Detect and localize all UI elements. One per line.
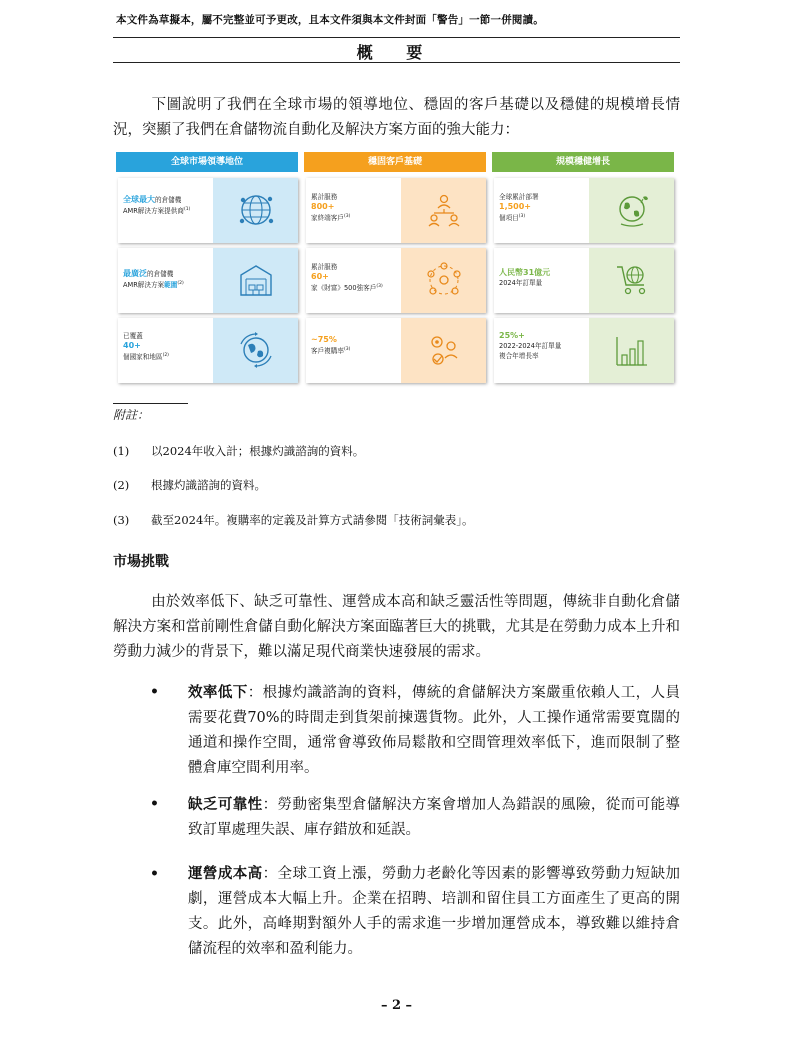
globe-plant-icon: [613, 191, 651, 229]
section-heading: 市場挑戰: [113, 554, 169, 570]
bar-chart-icon: [613, 331, 651, 369]
title-bottom-rule: [113, 62, 680, 63]
card-cagr: 25%+ 2022-2024年訂單量 複合年增長率: [494, 318, 674, 383]
column-header: 穩固客戶基礎: [304, 152, 486, 172]
card-projects-deployed: 全球累計部署 1,500+ 個項目$^{(3)}$: [494, 178, 674, 243]
bullet-lack-reliability: 缺乏可靠性：勞動密集型倉儲解決方案會增加人為錯誤的風險，從而可能導致訂單處理失誤、庫存錯放和延誤。: [188, 797, 680, 838]
card-end-customers: 累計服務 800+ 家終端客戶$^{(3)}$: [306, 178, 486, 243]
card-order-volume: 人民幣31億元 2024年訂單量: [494, 248, 674, 313]
repeat-customer-icon: [425, 331, 463, 369]
bullet-low-efficiency: 效率低下：根據灼識諮詢的資料，傳統的倉儲解決方案嚴重依賴人工，人員需要花費70%的時間走到貨架前揀選貨物。此外，人工操作通常需要寬闊的通道和操作空間，通常會導致佈局鬆散和空間管理效率低下，進而限制了整體倉庫空間利用率。: [188, 685, 680, 776]
intro-paragraph: [113, 93, 680, 143]
highlights-infographic: [116, 152, 674, 385]
draft-notice: 本文件為草擬本，屬不完整並可予更改，且本文件須與本文件封面「警告」一節一併閱讀。: [116, 14, 544, 26]
footnote-title: 附註：: [113, 408, 150, 422]
people-network-icon: [425, 261, 463, 299]
bullet-marker: •: [150, 866, 159, 882]
footnote-item: (1) 以2024年收入計；根據灼識諮詢的資料。: [113, 444, 365, 458]
org-chart-icon: [425, 191, 463, 229]
global-arrows-icon: [237, 331, 275, 369]
market-intro-paragraph: 由於效率低下、缺乏可靠性、運營成本高和缺乏靈活性等問題，傳統非自動化倉儲解決方案和當前剛性倉儲自動化解決方案面臨著巨大的挑戰，尤其是在勞動力成本上升和勞動力減少的背景下，難以滿足現代商業快速發展的需求。: [113, 594, 680, 660]
page-number: – 2 –: [380, 998, 413, 1013]
column-header: 規模穩健增長: [492, 152, 674, 172]
footnote-item: (2) 根據灼識諮詢的資料。: [113, 478, 266, 492]
card-countries-covered: 已覆蓋 40+ 個國家和地區$^{(2)}$: [118, 318, 298, 383]
bullet-high-cost: 運營成本高：全球工資上漲，勞動力老齡化等因素的影響導致勞動力短缺加劇，運營成本大幅上升。企業在招聘、培訓和留住員工方面產生了更高的開支。此外，高峰期對額外人手的需求進一步增加運營成本，導致難以維持倉儲流程的效率和盈利能力。: [188, 866, 680, 957]
column-global-leadership: [116, 152, 298, 385]
cart-globe-icon: [613, 261, 651, 299]
column-customer-base: [304, 152, 486, 385]
column-header: 全球市場領導地位: [116, 152, 298, 172]
card-largest-provider: 全球最大的倉儲機 AMR解決方案提供商$^{(1)}$: [118, 178, 298, 243]
warehouse-icon: [237, 261, 275, 299]
bullet-marker: •: [150, 684, 159, 700]
bullet-marker: •: [150, 796, 159, 812]
column-growth: [492, 152, 674, 385]
page-title: 概 要: [356, 43, 437, 62]
globe-network-icon: [237, 191, 275, 229]
card-broadest-range: 最廣泛的倉儲機 AMR解決方案範圍$^{(2)}$: [118, 248, 298, 313]
intro-text: 下圖說明了我們在全球市場的領導地位、穩固的客戶基礎以及穩健的規模增長情況，突顯了我們在倉儲物流自動化及解決方案方面的強大能力：: [113, 97, 680, 138]
card-fortune-500: 累計服務 60+ 家《財富》500強客戶$^{(3)}$: [306, 248, 486, 313]
title-top-rule: [113, 37, 680, 38]
footnote-rule: [113, 403, 188, 404]
card-repeat-rate: ~75% 客戶複購率$^{(3)}$: [306, 318, 486, 383]
footnote-item: (3) 截至2024年。複購率的定義及計算方式請參閱「技術詞彙表」。: [113, 513, 474, 527]
